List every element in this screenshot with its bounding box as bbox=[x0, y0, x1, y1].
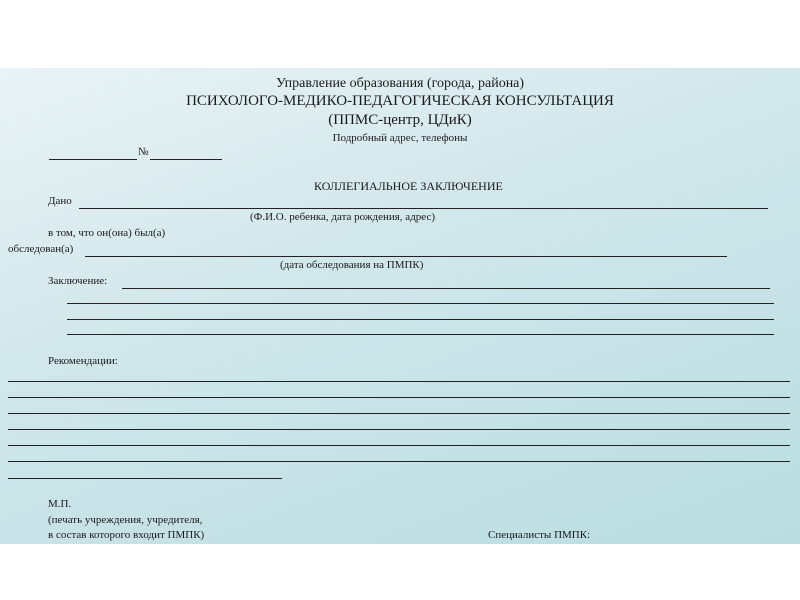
doc-date-line bbox=[49, 159, 137, 160]
recommendations-line bbox=[8, 445, 790, 446]
that-line: в том, что он(она) был(а) bbox=[48, 227, 166, 239]
conclusion-line bbox=[67, 319, 774, 320]
form-slide bbox=[0, 68, 800, 544]
given-hint: (Ф.И.О. ребенка, дата рождения, адрес) bbox=[250, 211, 435, 223]
conclusion-line bbox=[122, 288, 770, 289]
recommendations-line bbox=[8, 461, 790, 462]
examined-hint: (дата обследования на ПМПК) bbox=[280, 259, 424, 271]
recommendations-line bbox=[8, 478, 282, 479]
header-org: Управление образования (города, района) bbox=[275, 76, 525, 91]
given-label: Дано bbox=[48, 195, 72, 207]
conclusion-line bbox=[67, 334, 774, 335]
recommendations-line bbox=[8, 413, 790, 414]
header-address: Подробный адрес, телефоны bbox=[332, 132, 468, 144]
stamp-note-1: (печать учреждения, учредителя, bbox=[48, 514, 203, 526]
conclusion-line bbox=[67, 303, 774, 304]
doc-number-line bbox=[150, 159, 222, 160]
given-line bbox=[79, 208, 768, 209]
stamp-label: М.П. bbox=[48, 498, 72, 510]
specialists-label: Специалисты ПМПК: bbox=[488, 529, 591, 541]
recommendations-line bbox=[8, 397, 790, 398]
examined-line bbox=[85, 256, 727, 257]
form-title: КОЛЛЕГИАЛЬНОЕ ЗАКЛЮЧЕНИЕ bbox=[314, 179, 503, 193]
recommendations-line bbox=[8, 429, 790, 430]
header-subtitle: (ППМС-центр, ЦДиК) bbox=[328, 112, 472, 128]
examined-label: обследован(а) bbox=[8, 243, 74, 255]
header-title: ПСИХОЛОГО-МЕДИКО-ПЕДАГОГИЧЕСКАЯ КОНСУЛЬТАЦИЯ bbox=[186, 93, 614, 109]
recommendations-label: Рекомендации: bbox=[48, 355, 118, 367]
conclusion-label: Заключение: bbox=[48, 275, 108, 287]
recommendations-line bbox=[8, 381, 790, 382]
stamp-note-2: в состав которого входит ПМПК) bbox=[48, 529, 205, 541]
doc-number-label: № bbox=[138, 146, 149, 158]
